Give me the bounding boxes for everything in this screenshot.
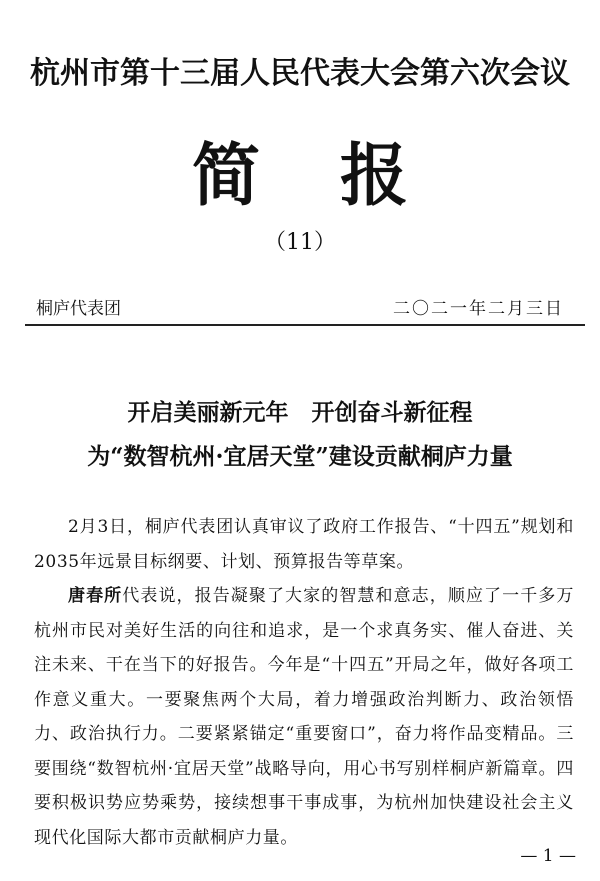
header-divider [25, 324, 585, 326]
headline-line-1: 开启美丽新元年 开创奋斗新征程 [127, 399, 473, 426]
article-body [34, 510, 574, 855]
issue-number: （11） [264, 230, 336, 255]
paragraph-1: 2月3日，桐庐代表团认真审议了政府工作报告、“十四五”规划和2035年远景目标纲要、计划、预算报告等草案。 [34, 517, 574, 572]
page-number: — 1 — [520, 846, 576, 866]
headline-line-2: 为“数智杭州·宜居天堂”建设贡献桐庐力量 [87, 443, 513, 470]
speaker-name: 唐春所 [68, 586, 123, 606]
publication-date: 二〇二一年二月三日 [393, 299, 564, 319]
paragraph-2 [34, 579, 574, 855]
paragraph-2-text: 代表说，报告凝聚了大家的智慧和意志，顺应了一千多万杭州市民对美好生活的向往和追求，是一个求真务实、催人奋进、关注未来、干在当下的好报告。今年是“十四五”开局之年，做好各项工作意义重大。一要聚焦两个大局，着力增强政治判断力、政治领悟力、政治执行力。二要紧紧锚定“重要窗口”，奋力将作品变精品。三要围绕“数智杭州·宜居天堂”战略导向，用心书写别样桐庐新篇章。四要积极识势应势乘势，接续想事干事成事，为杭州加快建设社会主义现代化国际大都市贡献桐庐力量。 [34, 586, 574, 848]
meeting-title: 杭州市第十三届人民代表大会第六次会议 [30, 56, 570, 91]
publication-title: 简报 [191, 137, 488, 216]
delegation-name: 桐庐代表团 [36, 299, 121, 319]
